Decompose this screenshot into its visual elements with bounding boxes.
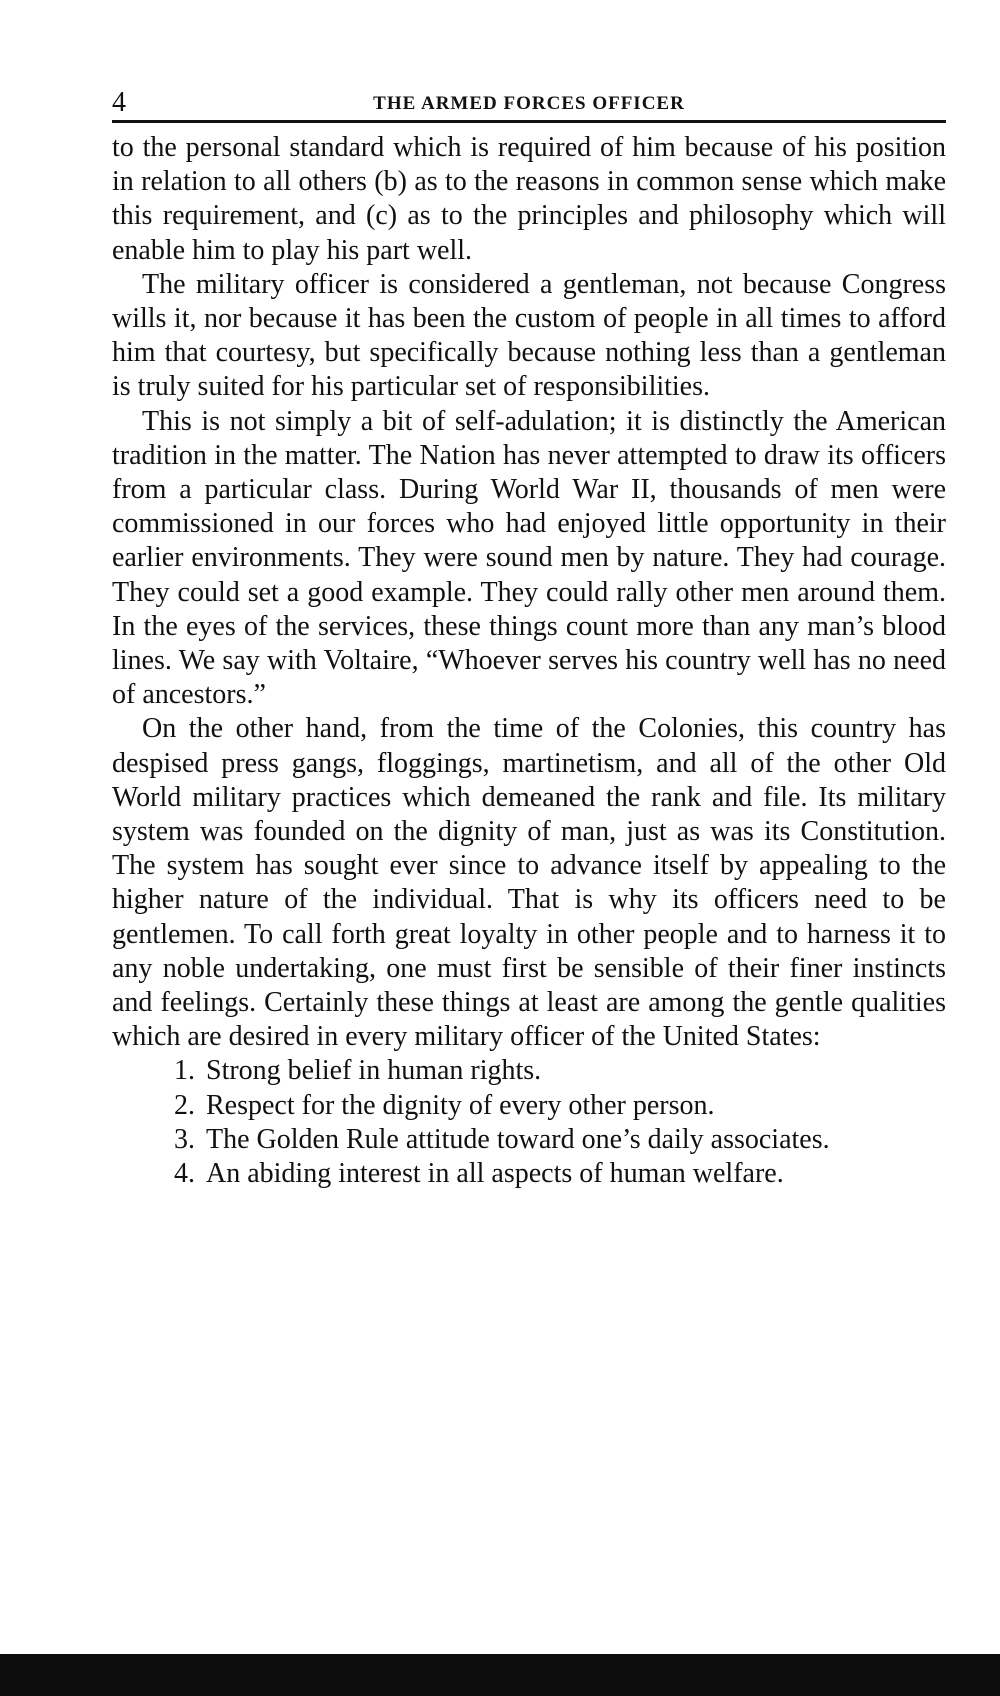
running-head-title: THE ARMED FORCES OFFICER bbox=[373, 93, 685, 114]
body-text bbox=[112, 131, 946, 1191]
list-item-text: An abiding interest in all aspects of human welfare. bbox=[206, 1158, 784, 1190]
list-item bbox=[112, 1157, 946, 1191]
qualities-list bbox=[112, 1054, 946, 1191]
list-item-number: 4. bbox=[174, 1158, 195, 1190]
paragraph-3: This is not simply a bit of self-adulation; it is distinctly the American tradition in the matter. The Nation has never attempted to draw its officers from a particular class. During World War II, thousands of men were commissioned in our forces who had enjoyed little opportunity in their earlier environments. They were sound men by nature. They had courage. They could set a good example. They could rally other men around them. In the eyes of the services, these things count more than any man’s blood lines. We say with Voltaire, “Whoever serves his country well has no need of ancestors.” bbox=[112, 405, 946, 711]
list-item-text: The Golden Rule attitude toward one’s daily associates. bbox=[206, 1123, 830, 1155]
book-page bbox=[112, 86, 946, 1191]
paragraph-2: The military officer is considered a gentleman, not because Congress wills it, nor because it has been the custom of people in all times to afford him that courtesy, but specifically because nothing less than a gentleman is truly suited for his particular set of responsibilities. bbox=[112, 268, 946, 403]
list-item-number: 2. bbox=[174, 1089, 195, 1121]
page-number: 4 bbox=[112, 87, 126, 118]
paragraph-4: On the other hand, from the time of the Colonies, this country has despised press gangs, floggings, martinetism, and all of the other Old World military practices which demeaned the rank and file. Its military system was founded on the dignity of man, just as was its Constitution. The system has sought ever since to advance itself by appealing to the higher nature of the individual. That is why its officers need to be gentlemen. To call forth great loyalty in other people and to harness it to any noble undertaking, one must first be sensible of their finer instincts and feelings. Certainly these things at least are among the gentle qualities which are desired in every military officer of the United States: bbox=[112, 713, 946, 1053]
list-item bbox=[112, 1054, 946, 1088]
list-item-number: 1. bbox=[174, 1055, 195, 1087]
paragraph-1: to the personal standard which is required of him because of his position in relation to all others (b) as to the reasons in common sense which make this requirement, and (c) as to the principles and philosophy which will enable him to play his part well. bbox=[112, 132, 946, 266]
scan-bottom-edge bbox=[0, 1654, 1000, 1696]
list-item bbox=[112, 1123, 946, 1157]
list-item-number: 3. bbox=[174, 1123, 195, 1155]
running-head bbox=[112, 86, 946, 123]
list-item bbox=[112, 1089, 946, 1123]
list-item-text: Strong belief in human rights. bbox=[206, 1055, 542, 1087]
list-item-text: Respect for the dignity of every other person. bbox=[206, 1089, 715, 1121]
